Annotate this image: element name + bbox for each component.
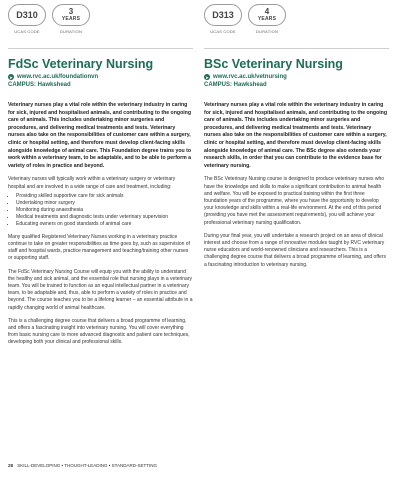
course-link[interactable] xyxy=(8,74,193,80)
right-column xyxy=(204,0,389,269)
lead-paragraph: Veterinary nurses play a vital role within the veterinary industry in caring for sick, injured and hospitalised animals, and contributing to the ongoing care of animals. This includes undertaking minor surgeries and procedures, and delivering medical treatments and tests. Veterinary nurses also take on the responsibilities of customer care within a surgery, clinic or hospital setting, and therefore must develop client-facing skills alongside knowledge of animal care. The BSc degree also extends your research skills, in order that you can contribute to the evidence base for veterinary nursing. xyxy=(204,102,388,169)
left-column xyxy=(8,0,193,347)
course-url[interactable]: www.rvc.ac.uk/vetnursing xyxy=(213,74,287,80)
lead-paragraph: Veterinary nurses play a vital role within the veterinary industry in caring for sick, injured and hospitalised animals, and contributing to the ongoing care of animals. This includes undertaking minor surgeries and procedures, and delivering medical treatments and tests. Veterinary nurses also take on the responsibilities of customer care within a surgery, clinic or hospital setting, and therefore must develop client-facing skills alongside knowledge of animal care. This Foundation degree trains you to work within a veterinary team, to be adaptable, and to be able to perform a variety of roles in practice and beyond. xyxy=(8,102,192,169)
duration-unit: YEARS xyxy=(257,16,277,22)
body-paragraph: This is a challenging degree course that delivers a broad programme of learning, and offers a fascinating insight into veterinary nursing. You will cover everything from basic nursing care to more advanced diagnostic and patient care techniques, developing both your clinical and professional skills. xyxy=(8,317,190,346)
divider xyxy=(8,48,193,49)
course-link[interactable] xyxy=(204,74,389,80)
ucas-code: D310 xyxy=(16,10,38,20)
ucas-code: D313 xyxy=(212,10,234,20)
course-title: FdSc Veterinary Nursing xyxy=(8,57,154,71)
page-footer xyxy=(8,463,157,468)
left-badges xyxy=(8,0,193,46)
ucas-code-badge xyxy=(8,4,46,26)
campus-label: CAMPUS: Hawkshead xyxy=(204,82,267,88)
list-item: • Medical treatments and diagnostic tests under veterinary supervision xyxy=(16,214,193,221)
list-item: • Providing skilled supportive care for sick animals xyxy=(16,193,193,200)
ucas-code-caption: UCAS CODE xyxy=(14,29,40,34)
ucas-code-badge xyxy=(204,4,242,26)
duration-unit: YEARS xyxy=(61,16,81,22)
body-paragraph: Many qualified Registered Veterinary Nurses working in a veterinary practice continue to take on greater responsibilities as time goes by, such as supervision of staff and hospital wards, practice management and teaching/training other nurses or supporting staff. xyxy=(8,233,190,262)
arrow-icon: ➤ xyxy=(9,74,13,80)
body-paragraph: Veterinary nurses will typically work within a veterinary surgery or veterinary hospital and are involved in a wide range of care and treatment, including: xyxy=(8,176,176,190)
course-title: BSc Veterinary Nursing xyxy=(204,57,343,71)
body-paragraph: The FdSc Veterinary Nursing Course will equip you with the ability to understand the healthy and sick animal, and the essential role that nursing plays in a veterinary team. You will be trained to function as an equal intellectual partner in a veterinary team, to be adaptable and, thus, able to perform a variety of roles in practice and beyond. The course teaches you to be a lifelong learner – an essential attribute in a rapidly changing world of animal healthcare. xyxy=(8,268,193,311)
duration-caption: DURATION xyxy=(255,29,279,34)
care-list xyxy=(8,193,193,228)
body-paragraph: During your final year, you will undertake a research project on an area of clinical interest and choose from a range of innovative modules taught by RVC veterinary nurse educators and world-renowned clinicians and researchers. This is a challenging degree course that delivers a broad programme of learning, and offers a fascinating introduction to veterinary nursing. xyxy=(204,232,386,268)
duration-number: 3 xyxy=(68,7,74,16)
duration-caption: DURATION xyxy=(59,29,83,34)
campus-label: CAMPUS: Hawkshead xyxy=(8,82,71,88)
list-item: • Undertaking minor surgery xyxy=(16,200,193,207)
duration-badge xyxy=(52,4,90,26)
body-paragraph: The BSc Veterinary Nursing course is designed to produce veterinary nurses who have the knowledge and skills to make a significant contribution to animal health and welfare. You will be exposed to practical training within the first three foundation years of the programme, where you have the opportunity to develop your knowledge and skills within a real-life environment. At the end of this period (providing you have met the assessment requirements), you will achieve your professional veterinary nursing qualification. xyxy=(204,176,385,226)
ucas-code-caption: UCAS CODE xyxy=(210,29,236,34)
divider xyxy=(204,48,389,49)
duration-badge xyxy=(248,4,286,26)
page-number: 28 xyxy=(8,463,14,468)
right-badges xyxy=(204,0,389,46)
duration-number: 4 xyxy=(264,7,270,16)
footer-tagline: SKILL-DEVELOPING • THOUGHT-LEADING • STANDARD-SETTING xyxy=(17,463,158,468)
course-url[interactable]: www.rvc.ac.uk/foundationvn xyxy=(17,74,99,80)
arrow-icon: ➤ xyxy=(205,74,209,80)
list-item: • Educating owners on good standards of animal care xyxy=(16,221,193,228)
list-item: • Monitoring during anaesthesia xyxy=(16,207,193,214)
